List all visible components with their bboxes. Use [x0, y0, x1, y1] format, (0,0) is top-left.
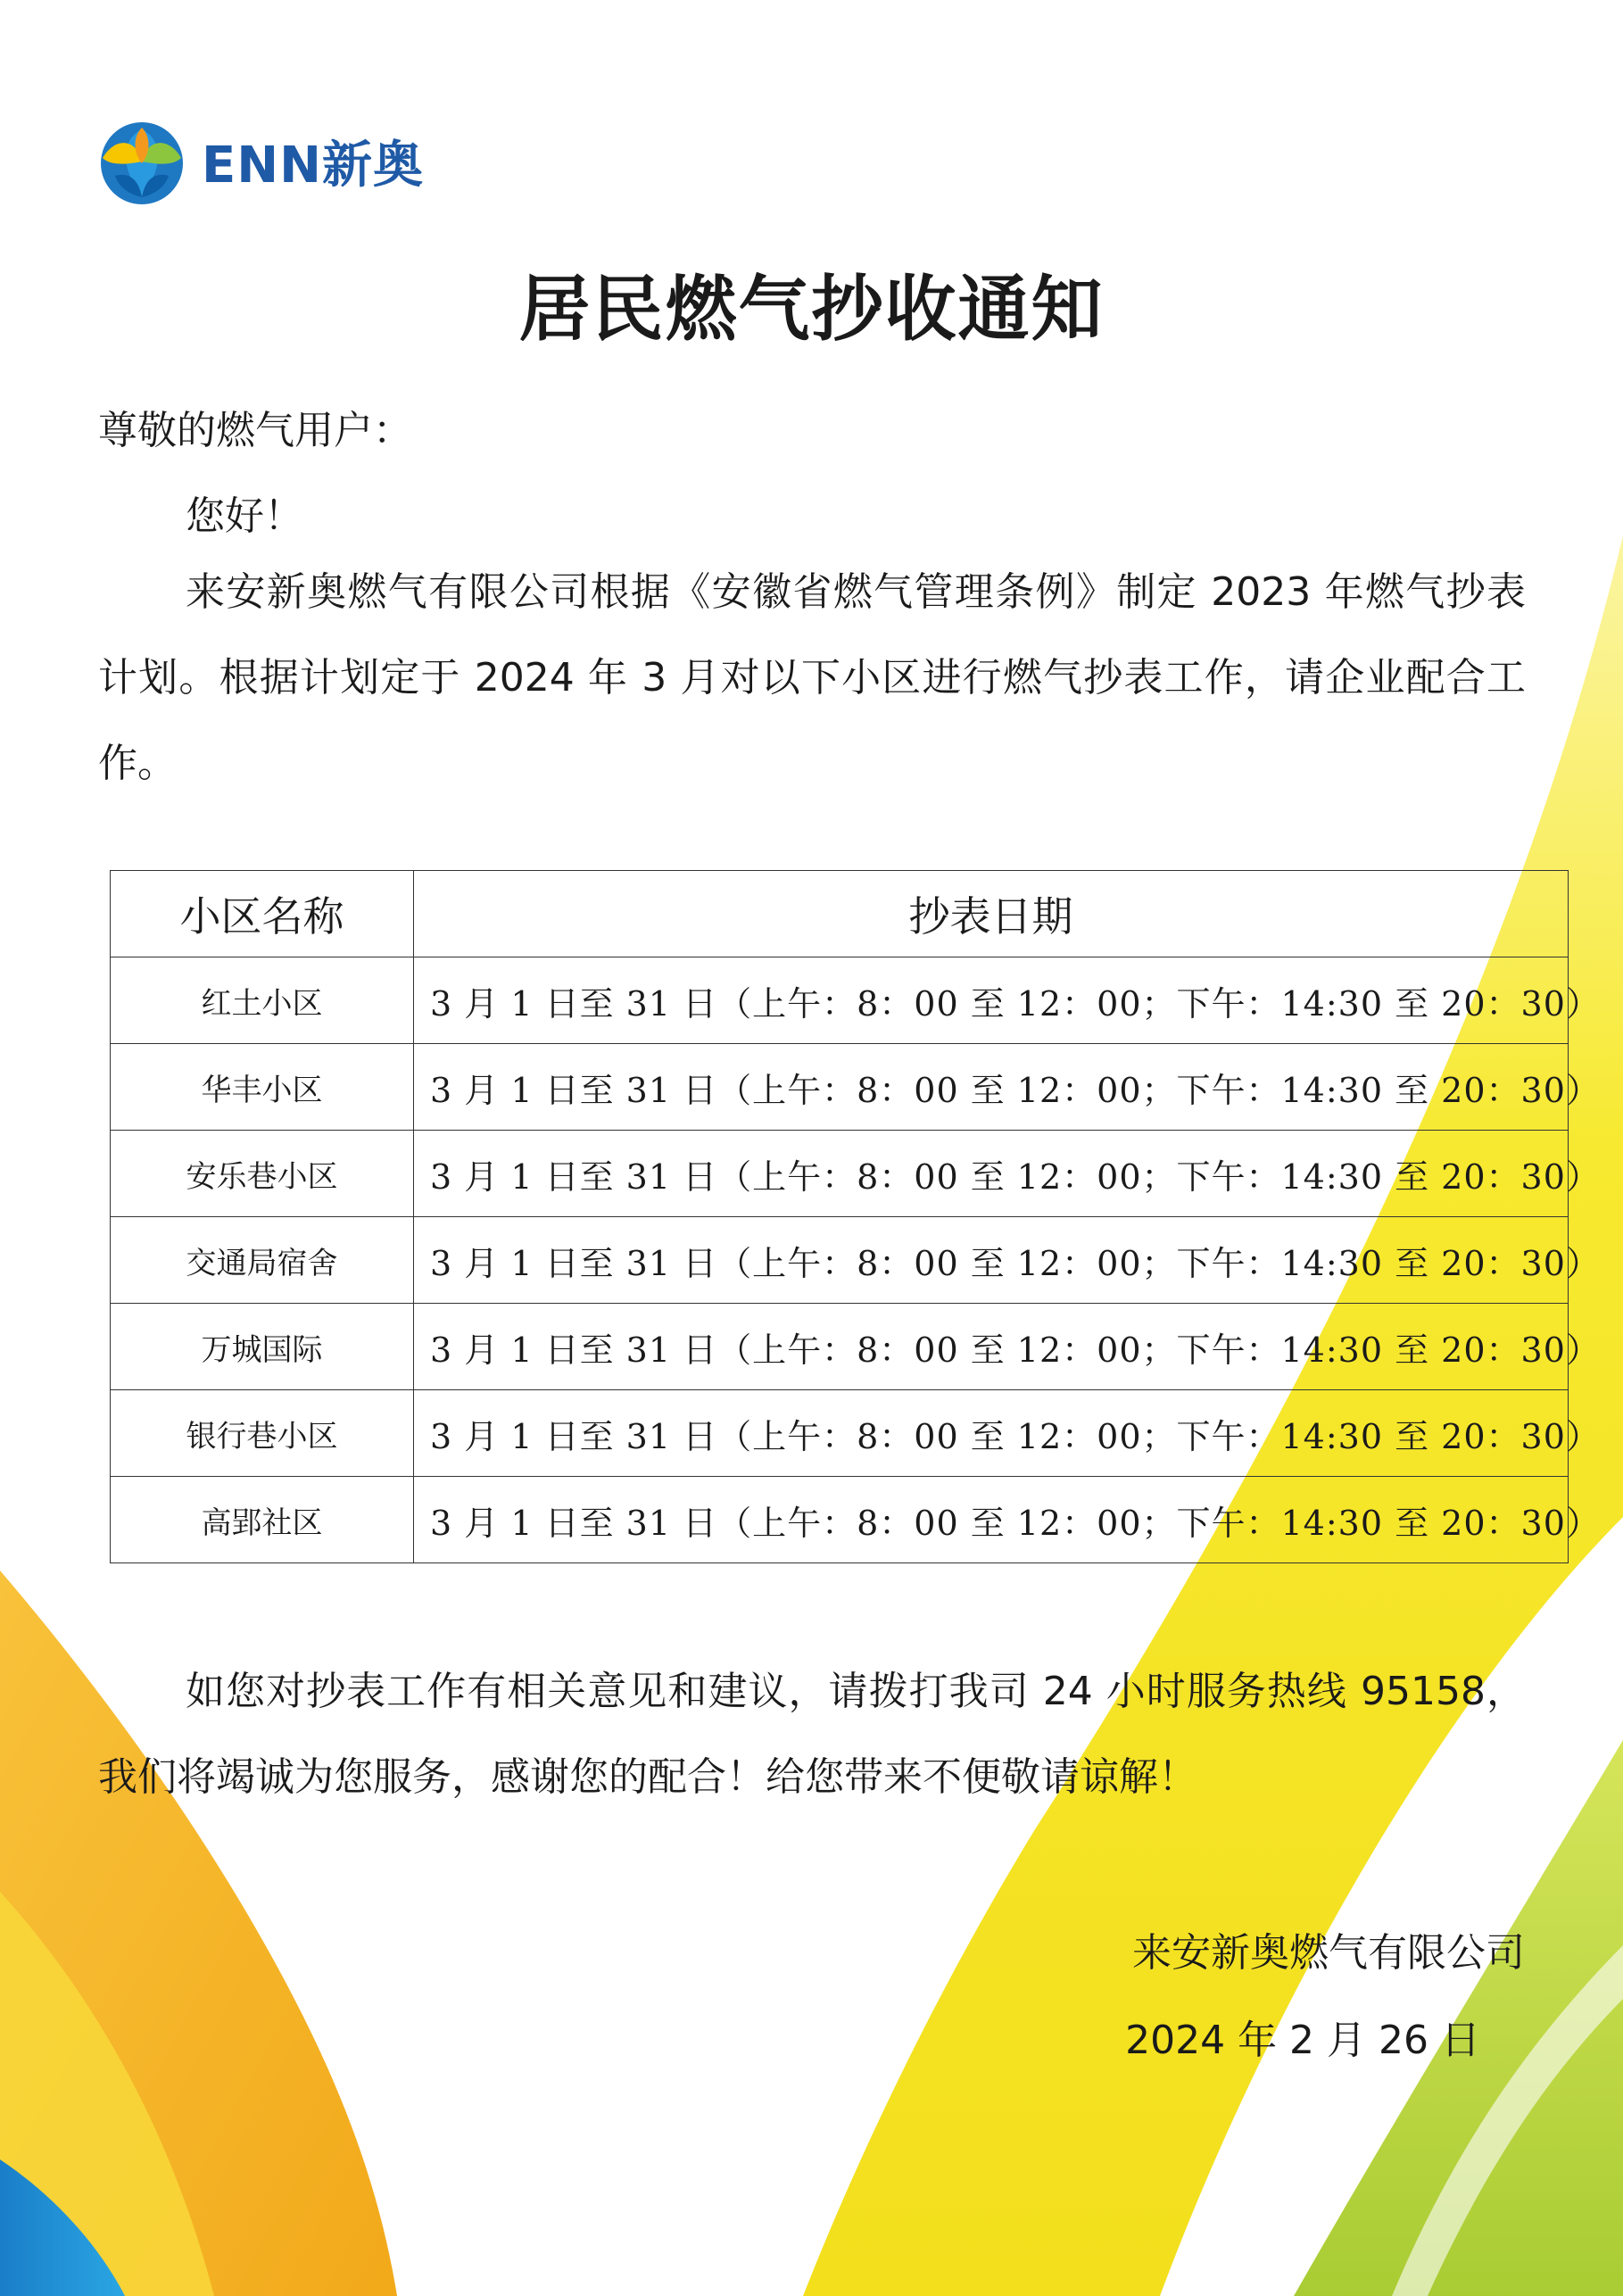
logo-text: ENN新奥 — [202, 137, 424, 195]
enn-flower-logo-icon — [96, 119, 187, 204]
reading-date-cell: 3 月 1 日至 31 日（上午：8：00 至 12：00；下午：14:30 至 20：30） — [414, 1217, 1569, 1304]
meter-reading-schedule-table — [110, 870, 1601, 1563]
reading-date-cell: 3 月 1 日至 31 日（上午：8：00 至 12：00；下午：14:30 至 20：30） — [414, 1044, 1569, 1131]
community-name-cell: 交通局宿舍 — [111, 1217, 414, 1304]
header-community-name: 小区名称 — [111, 871, 414, 957]
signature-company: 来安新奥燃气有限公司 — [1132, 1930, 1525, 1976]
company-logo — [96, 119, 424, 204]
reading-date-cell: 3 月 1 日至 31 日（上午：8：00 至 12：00；下午：14:30 至 20：30） — [414, 1390, 1569, 1477]
table-row — [111, 1390, 1569, 1477]
reading-date-cell: 3 月 1 日至 31 日（上午：8：00 至 12：00；下午：14:30 至 20：30） — [414, 1477, 1569, 1563]
table-header-row — [111, 871, 1569, 957]
community-name-cell: 高郢社区 — [111, 1477, 414, 1563]
intro-paragraph: 来安新奥燃气有限公司根据《安徽省燃气管理条例》制定 2023 年燃气抄表计划。根据计划定于 2024 年 3 月对以下小区进行燃气抄表工作，请企业配合工作。 — [98, 569, 1526, 786]
table-row — [111, 957, 1569, 1044]
reading-date-cell: 3 月 1 日至 31 日（上午：8：00 至 12：00；下午：14:30 至 20：30） — [414, 1131, 1569, 1217]
table-row — [111, 1304, 1569, 1390]
reading-date-cell: 3 月 1 日至 31 日（上午：8：00 至 12：00；下午：14:30 至 20：30） — [414, 1304, 1569, 1390]
notice-title: 居民燃气抄收通知 — [518, 268, 1105, 351]
community-name-cell: 红土小区 — [111, 957, 414, 1044]
community-name-cell: 银行巷小区 — [111, 1390, 414, 1477]
salutation: 尊敬的燃气用户： — [98, 408, 412, 453]
header-reading-date: 抄表日期 — [414, 871, 1569, 957]
table-row — [111, 1044, 1569, 1131]
closing-paragraph: 如您对抄表工作有相关意见和建议，请拨打我司 24 小时服务热线 95158，我们将竭诚为您服务，感谢您的配合！给您带来不便敬请谅解！ — [98, 1669, 1526, 1800]
table-row — [111, 1217, 1569, 1304]
community-name-cell: 安乐巷小区 — [111, 1131, 414, 1217]
table-row — [111, 1131, 1569, 1217]
community-name-cell: 华丰小区 — [111, 1044, 414, 1131]
community-name-cell: 万城国际 — [111, 1304, 414, 1390]
table-row — [111, 1477, 1569, 1563]
greeting: 您好！ — [186, 493, 303, 539]
reading-date-cell: 3 月 1 日至 31 日（上午：8：00 至 12：00；下午：14:30 至 20：30） — [414, 957, 1569, 1044]
signature-date: 2024 年 2 月 26 日 — [1125, 2018, 1480, 2063]
